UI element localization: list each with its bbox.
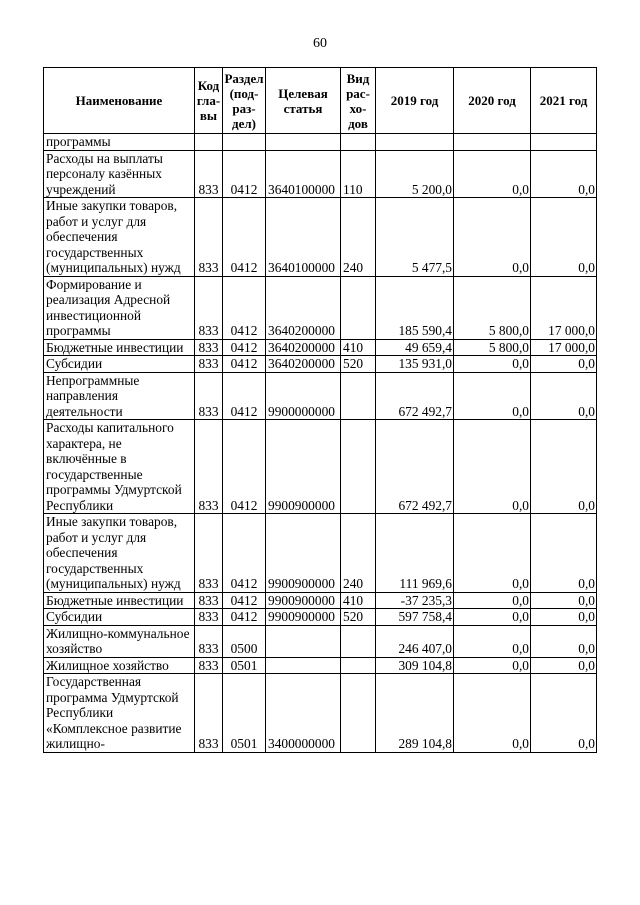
table-header-row: [44, 68, 597, 134]
budget-table: [43, 67, 597, 753]
cell-2021: 17 000,0: [531, 276, 597, 339]
cell-2021: 0,0: [531, 609, 597, 626]
cell-section: 0412: [223, 420, 266, 514]
table-row: [44, 276, 597, 339]
cell-target-article: 9900900000: [266, 514, 341, 593]
cell-section: 0412: [223, 609, 266, 626]
cell-2019: 185 590,4: [376, 276, 454, 339]
cell-2019: 672 492,7: [376, 420, 454, 514]
cell-2020: 0,0: [454, 609, 531, 626]
cell-target-article: 9900900000: [266, 420, 341, 514]
cell-2021: 0,0: [531, 372, 597, 420]
cell-2021: 0,0: [531, 514, 597, 593]
cell-section: 0412: [223, 514, 266, 593]
cell-target-article: 9900900000: [266, 609, 341, 626]
cell-2020: 0,0: [454, 674, 531, 753]
cell-section: 0500: [223, 625, 266, 657]
cell-section: 0412: [223, 592, 266, 609]
cell-name: Расходы на выплаты персоналу казённых учреждений: [44, 150, 195, 198]
table-row: [44, 674, 597, 753]
cell-2021: 0,0: [531, 625, 597, 657]
cell-expense-type: 240: [341, 514, 376, 593]
table-row: [44, 657, 597, 674]
cell-chapter-code: 833: [195, 674, 223, 753]
cell-chapter-code: 833: [195, 592, 223, 609]
cell-target-article: [266, 625, 341, 657]
cell-section: 0412: [223, 276, 266, 339]
table-body: [44, 134, 597, 753]
cell-expense-type: [341, 657, 376, 674]
table-row: [44, 198, 597, 277]
cell-target-article: 3400000000: [266, 674, 341, 753]
cell-2021: 0,0: [531, 674, 597, 753]
table-row: [44, 356, 597, 373]
cell-chapter-code: 833: [195, 420, 223, 514]
cell-name: Иные закупки товаров, работ и услуг для обеспечения государственных (муниципальных) нужд: [44, 514, 195, 593]
cell-2021: 0,0: [531, 420, 597, 514]
cell-name: Непрограммные направления деятельности: [44, 372, 195, 420]
cell-name: Бюджетные инвестиции: [44, 592, 195, 609]
cell-chapter-code: 833: [195, 276, 223, 339]
cell-2019: -37 235,3: [376, 592, 454, 609]
cell-expense-type: 410: [341, 592, 376, 609]
cell-2021: 0,0: [531, 198, 597, 277]
cell-target-article: 3640200000: [266, 276, 341, 339]
cell-chapter-code: 833: [195, 356, 223, 373]
header-section: Раздел (под-раз-дел): [223, 68, 266, 134]
header-name: Наименование: [44, 68, 195, 134]
table-row: [44, 150, 597, 198]
cell-2019: 5 200,0: [376, 150, 454, 198]
cell-target-article: 3640200000: [266, 339, 341, 356]
table-row: [44, 339, 597, 356]
cell-2020: 5 800,0: [454, 339, 531, 356]
cell-expense-type: 110: [341, 150, 376, 198]
cell-section: [223, 134, 266, 151]
cell-section: 0412: [223, 150, 266, 198]
cell-2019: 5 477,5: [376, 198, 454, 277]
header-2021: 2021 год: [531, 68, 597, 134]
cell-expense-type: [341, 134, 376, 151]
cell-expense-type: 240: [341, 198, 376, 277]
cell-chapter-code: 833: [195, 339, 223, 356]
cell-expense-type: 520: [341, 356, 376, 373]
cell-chapter-code: 833: [195, 150, 223, 198]
cell-target-article: 9900000000: [266, 372, 341, 420]
header-target-article: Целевая статья: [266, 68, 341, 134]
cell-target-article: 3640100000: [266, 150, 341, 198]
cell-name: Формирование и реализация Адресной инвестиционной программы: [44, 276, 195, 339]
cell-name: Субсидии: [44, 609, 195, 626]
cell-target-article: 9900900000: [266, 592, 341, 609]
cell-target-article: [266, 134, 341, 151]
cell-expense-type: 520: [341, 609, 376, 626]
cell-2019: 111 969,6: [376, 514, 454, 593]
cell-name: Субсидии: [44, 356, 195, 373]
cell-section: 0501: [223, 674, 266, 753]
cell-2019: 49 659,4: [376, 339, 454, 356]
cell-target-article: [266, 657, 341, 674]
cell-2021: 17 000,0: [531, 339, 597, 356]
table-row: [44, 625, 597, 657]
cell-2021: 0,0: [531, 356, 597, 373]
cell-2020: 0,0: [454, 198, 531, 277]
cell-expense-type: [341, 420, 376, 514]
cell-chapter-code: 833: [195, 198, 223, 277]
cell-2020: [454, 134, 531, 151]
cell-expense-type: [341, 372, 376, 420]
cell-section: 0412: [223, 356, 266, 373]
cell-section: 0412: [223, 339, 266, 356]
page-number: 60: [313, 36, 327, 51]
cell-name: Государственная программа Удмуртской Республики «Комплексное развитие жилищно-: [44, 674, 195, 753]
header-expense-type: Вид рас-хо-дов: [341, 68, 376, 134]
cell-2021: 0,0: [531, 657, 597, 674]
cell-expense-type: [341, 276, 376, 339]
cell-chapter-code: 833: [195, 657, 223, 674]
cell-section: 0501: [223, 657, 266, 674]
cell-target-article: 3640100000: [266, 198, 341, 277]
header-chapter-code: Код гла-вы: [195, 68, 223, 134]
cell-2021: 0,0: [531, 150, 597, 198]
cell-section: 0412: [223, 372, 266, 420]
cell-2020: 0,0: [454, 657, 531, 674]
cell-expense-type: [341, 674, 376, 753]
cell-chapter-code: 833: [195, 372, 223, 420]
cell-2019: 309 104,8: [376, 657, 454, 674]
cell-chapter-code: 833: [195, 514, 223, 593]
cell-2020: 5 800,0: [454, 276, 531, 339]
cell-name: Жилищное хозяйство: [44, 657, 195, 674]
cell-target-article: 3640200000: [266, 356, 341, 373]
table-row: [44, 514, 597, 593]
cell-name: Бюджетные инвестиции: [44, 339, 195, 356]
cell-expense-type: [341, 625, 376, 657]
cell-2019: 289 104,8: [376, 674, 454, 753]
table-row: [44, 134, 597, 151]
cell-2019: 597 758,4: [376, 609, 454, 626]
cell-2020: 0,0: [454, 372, 531, 420]
cell-chapter-code: 833: [195, 625, 223, 657]
cell-2021: 0,0: [531, 592, 597, 609]
cell-chapter-code: 833: [195, 609, 223, 626]
table-row: [44, 372, 597, 420]
cell-2019: 672 492,7: [376, 372, 454, 420]
cell-chapter-code: [195, 134, 223, 151]
cell-section: 0412: [223, 198, 266, 277]
cell-2020: 0,0: [454, 150, 531, 198]
cell-2019: 135 931,0: [376, 356, 454, 373]
header-2019: 2019 год: [376, 68, 454, 134]
cell-2020: 0,0: [454, 592, 531, 609]
header-2020: 2020 год: [454, 68, 531, 134]
cell-name: программы: [44, 134, 195, 151]
cell-2020: 0,0: [454, 420, 531, 514]
cell-2020: 0,0: [454, 356, 531, 373]
table-row: [44, 592, 597, 609]
cell-name: Расходы капитального характера, не включённые в государственные программы Удмуртской Республики: [44, 420, 195, 514]
cell-expense-type: 410: [341, 339, 376, 356]
cell-name: Иные закупки товаров, работ и услуг для обеспечения государственных (муниципальных) нужд: [44, 198, 195, 277]
cell-2019: 246 407,0: [376, 625, 454, 657]
table-row: [44, 420, 597, 514]
cell-2020: 0,0: [454, 625, 531, 657]
table-row: [44, 609, 597, 626]
cell-2020: 0,0: [454, 514, 531, 593]
cell-2021: [531, 134, 597, 151]
cell-name: Жилищно-коммунальное хозяйство: [44, 625, 195, 657]
cell-2019: [376, 134, 454, 151]
